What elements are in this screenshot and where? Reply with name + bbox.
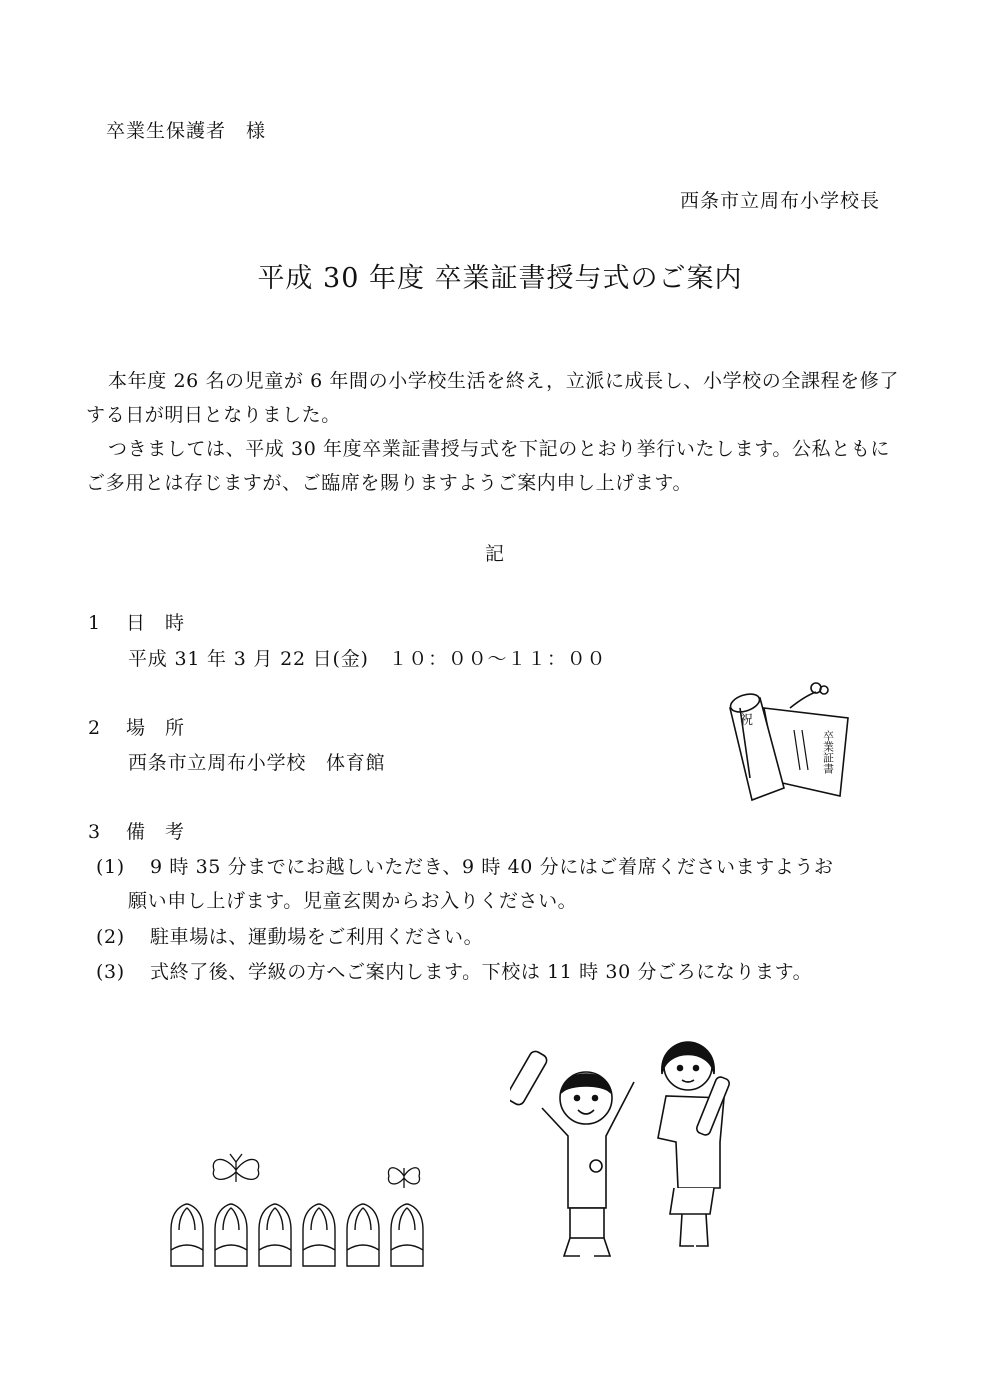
note-mark: (3) [96,961,125,983]
note-2 [96,922,483,949]
sender: 西条市立周布小学校長 [679,190,880,212]
note-3 [96,957,812,984]
diploma-illustration [720,678,860,806]
graduates-illustration [510,1018,750,1268]
scroll-seal-text: 祝 [740,713,754,728]
item-1-heading [88,608,204,635]
butterfly-icon [384,1158,424,1194]
note-1-continued: 願い申し上げます。児童玄関からお入りください。 [128,890,578,912]
ki-heading: 記 [485,543,505,565]
item-number: 3 [88,821,101,843]
item-label: 日時 [126,612,205,634]
note-text: 式終了後、学級の方へご案内します。下校は 11 時 30 分ごろになります。 [150,961,813,983]
item-2-value: 西条市立周布小学校 体育館 [128,752,386,774]
item-2-heading [88,713,204,740]
note-mark: (1) [96,856,125,878]
item-number: 2 [88,717,101,739]
item-1-value: 平成 31 年 3 月 22 日(金) １０：００～１１：００ [128,648,607,670]
butterfly-icon [206,1150,266,1190]
note-text: 9 時 35 分までにお越しいただき、9 時 40 分にはご着席くださいますようお [150,856,834,878]
item-3-heading [88,817,204,844]
tulip-row-illustration [165,1200,435,1272]
note-mark: (2) [96,926,125,948]
note-1 [96,852,834,879]
addressee: 卒業生保護者 様 [106,120,267,142]
item-label: 場所 [126,717,205,739]
page-title: 平成 30 年度 卒業証書授与式のご案内 [257,263,743,294]
body-paragraph-1: 本年度 26 名の児童が 6 年間の小学校生活を終え，立派に成長し、小学校の全課程を修了する日が明日となりました。 [86,370,899,426]
body-paragraph-2: つきましては、平成 30 年度卒業証書授与式を下記のとおり挙行いたします。公私ともにご多用とは存じますが、ご臨席を賜りますようご案内申し上げます。 [86,438,890,494]
item-label: 備考 [126,821,205,843]
certificate-title-text: 卒業証書 [821,730,835,774]
item-number: 1 [88,612,101,634]
note-text: 駐車場は、運動場をご利用ください。 [150,926,484,948]
